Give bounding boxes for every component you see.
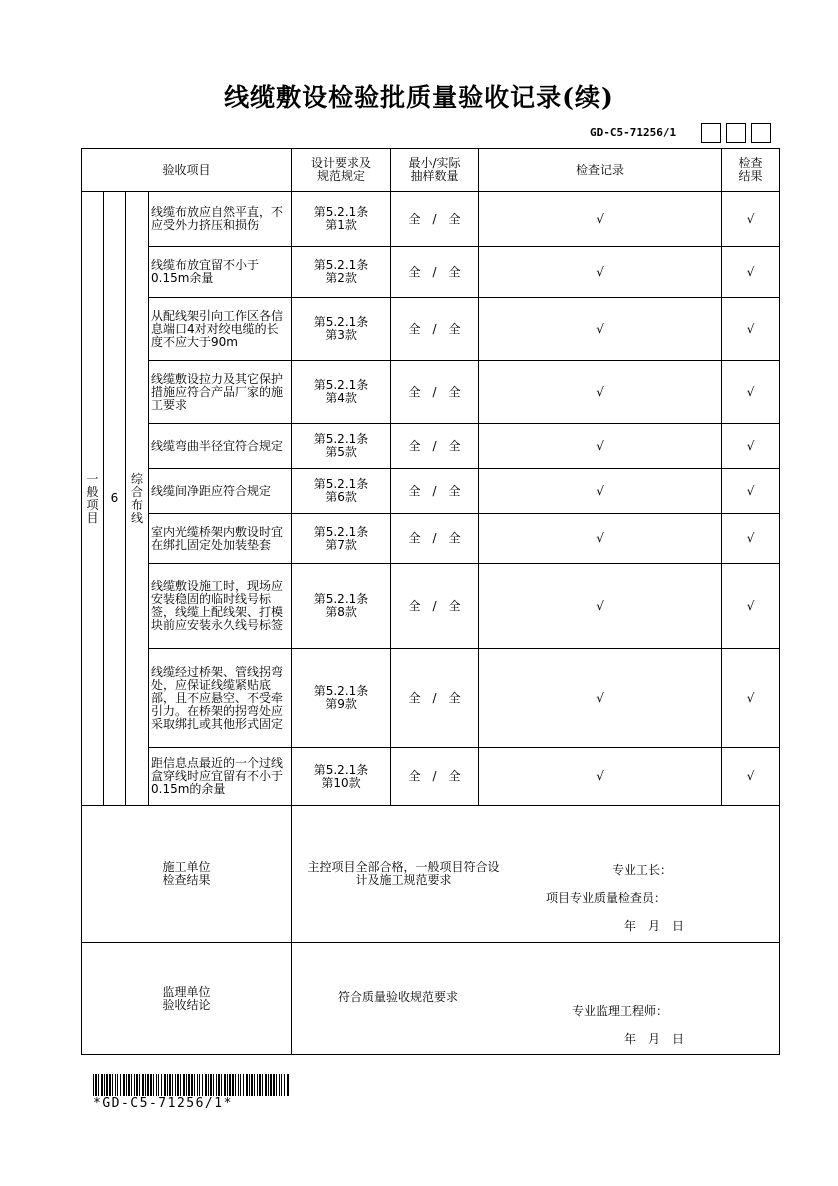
supervision-conclusion: 符合质量验收规范要求	[338, 990, 459, 1004]
table-row	[82, 247, 780, 298]
row-sample: 全 / 全	[391, 298, 479, 361]
header-item: 验收项目	[82, 149, 292, 192]
row-clause: 第5.2.1条 第2款	[292, 247, 391, 298]
row-sample: 全 / 全	[391, 649, 479, 748]
header-record: 检查记录	[479, 149, 722, 192]
row-result[interactable]: √	[722, 247, 780, 298]
row-result[interactable]: √	[722, 298, 780, 361]
supervision-row	[82, 943, 780, 1055]
row-item: 线缆经过桥架、管线拐弯处，应保证线缆紧贴底部，且不应悬空、不受牵引力。在桥架的拐弯处应采取绑扎或其他形式固定	[149, 649, 292, 748]
row-clause: 第5.2.1条 第1款	[292, 192, 391, 247]
supervision-engineer-label: 专业监理工程师：	[572, 1004, 669, 1018]
page-title: 线缆敷设检验批质量验收记录(续)	[224, 83, 614, 112]
row-record[interactable]: √	[479, 514, 722, 564]
document-number: GD-C5-71256/1	[590, 126, 677, 139]
row-item: 线缆弯曲半径宜符合规定	[149, 424, 292, 469]
row-record[interactable]: √	[479, 564, 722, 649]
row-sample: 全 / 全	[391, 564, 479, 649]
header-result: 检查 结果	[722, 149, 780, 192]
table-row	[82, 564, 780, 649]
row-result[interactable]: √	[722, 564, 780, 649]
row-item: 线缆间净距应符合规定	[149, 469, 292, 514]
row-item: 线缆敷设施工时，现场应安装稳固的临时线号标签，线缆上配线架、打模块前应安装永久线号标签	[149, 564, 292, 649]
table-row	[82, 514, 780, 564]
row-clause: 第5.2.1条 第8款	[292, 564, 391, 649]
row-clause: 第5.2.1条 第7款	[292, 514, 391, 564]
row-result[interactable]: √	[722, 748, 780, 806]
row-record[interactable]: √	[479, 298, 722, 361]
row-sample: 全 / 全	[391, 424, 479, 469]
row-clause: 第5.2.1条 第4款	[292, 361, 391, 424]
barcode-text: *GD-C5-71256/1*	[93, 1096, 233, 1111]
row-item: 从配线架引向工作区各信息端口4对对绞电缆的长度不应大于90m	[149, 298, 292, 361]
row-result[interactable]: √	[722, 649, 780, 748]
row-sample: 全 / 全	[391, 469, 479, 514]
row-result[interactable]: √	[722, 424, 780, 469]
row-item: 线缆布放应自然平直，不应受外力挤压和损伤	[149, 192, 292, 247]
row-record[interactable]: √	[479, 361, 722, 424]
row-record[interactable]: √	[479, 748, 722, 806]
row-clause: 第5.2.1条 第6款	[292, 469, 391, 514]
row-result[interactable]: √	[722, 514, 780, 564]
row-item: 室内光缆桥架内敷设时宜在绑扎固定处加装垫套	[149, 514, 292, 564]
row-clause: 第5.2.1条 第10款	[292, 748, 391, 806]
inspection-table	[81, 148, 780, 1055]
category-cell: 一 般 项 目	[82, 192, 104, 806]
row-sample: 全 / 全	[391, 361, 479, 424]
supervision-result-cell[interactable]	[292, 943, 780, 1055]
table-header	[82, 149, 780, 192]
quality-inspector-label: 项目专业质量检查员：	[546, 891, 667, 905]
header-design-req: 设计要求及 规范规定	[292, 149, 391, 192]
construction-label: 施工单位 检查结果	[82, 806, 292, 943]
row-item: 线缆敷设拉力及其它保护措施应符合产品厂家的施工要求	[149, 361, 292, 424]
row-result[interactable]: √	[722, 192, 780, 247]
supervision-label: 监理单位 验收结论	[82, 943, 292, 1055]
row-sample: 全 / 全	[391, 514, 479, 564]
barcode-icon	[93, 1074, 289, 1096]
row-result[interactable]: √	[722, 469, 780, 514]
group-cell: 综 合 布 线	[126, 192, 149, 806]
row-record[interactable]: √	[479, 192, 722, 247]
row-record[interactable]: √	[479, 247, 722, 298]
row-record[interactable]: √	[479, 424, 722, 469]
table-row	[82, 748, 780, 806]
row-record[interactable]: √	[479, 649, 722, 748]
supervision-date: 年 月 日	[624, 1032, 685, 1046]
row-item: 距信息点最近的一个过线盒穿线时应宜留有不小于0.15m的余量	[149, 748, 292, 806]
construction-date: 年 月 日	[624, 919, 685, 933]
table-row	[82, 298, 780, 361]
row-sample: 全 / 全	[391, 748, 479, 806]
table-row	[82, 424, 780, 469]
row-item: 线缆布放宜留不小于0.15m余量	[149, 247, 292, 298]
construction-conclusion: 主控项目全部合格，一般项目符合设 计及施工规范要求	[307, 860, 500, 887]
row-sample: 全 / 全	[391, 247, 479, 298]
table-row	[82, 361, 780, 424]
construction-row	[82, 806, 780, 943]
number-box-1[interactable]	[701, 123, 721, 143]
row-clause: 第5.2.1条 第5款	[292, 424, 391, 469]
item-number-cell: 6	[104, 192, 126, 806]
number-box-2[interactable]	[726, 123, 746, 143]
foreman-label: 专业工长：	[612, 863, 673, 877]
row-record[interactable]: √	[479, 469, 722, 514]
header-sample: 最小/实际 抽样数量	[391, 149, 479, 192]
row-result[interactable]: √	[722, 361, 780, 424]
row-clause: 第5.2.1条 第9款	[292, 649, 391, 748]
table-row	[82, 649, 780, 748]
number-box-3[interactable]	[751, 123, 771, 143]
row-clause: 第5.2.1条 第3款	[292, 298, 391, 361]
table-row	[82, 469, 780, 514]
construction-result-cell[interactable]	[292, 806, 780, 943]
row-sample: 全 / 全	[391, 192, 479, 247]
table-row	[82, 192, 780, 247]
